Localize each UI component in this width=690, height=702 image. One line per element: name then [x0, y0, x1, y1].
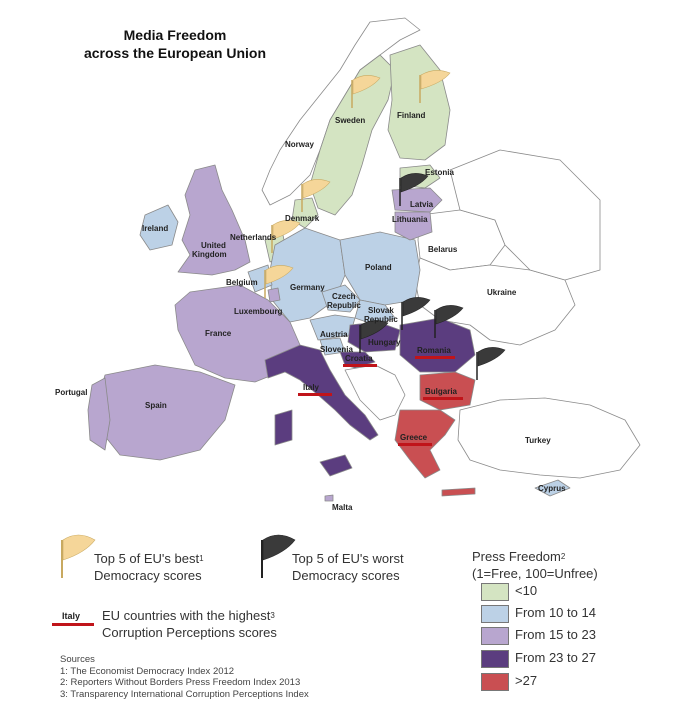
- legend-label-gt27: >27: [515, 673, 538, 688]
- map-romania: [400, 318, 475, 372]
- legend-swatch-23to27: [481, 650, 509, 668]
- map-sardinia: [275, 410, 292, 445]
- map-crete: [442, 488, 475, 496]
- legend-label-lt10: <10: [515, 583, 538, 598]
- label-slovenia: Slovenia: [320, 345, 353, 354]
- label-turkey: Turkey: [525, 436, 551, 445]
- map-title: [60, 26, 290, 62]
- legend-swatch-15to23: [481, 627, 509, 645]
- label-greece: Greece: [400, 433, 428, 442]
- legend-worst-flag-icon: [262, 535, 295, 578]
- label-lithuania: Lithuania: [392, 215, 428, 224]
- corruption-bar-italy: [298, 393, 332, 396]
- label-luxembourg: Luxembourg: [234, 307, 283, 316]
- label-hungary: Hungary: [368, 338, 401, 347]
- label-italy: Italy: [303, 383, 320, 392]
- label-france: France: [205, 329, 232, 338]
- label-ukraine: Ukraine: [487, 288, 517, 297]
- sources-block: [60, 654, 309, 700]
- source-item-3: 3: Transparency International Corruption Perceptions Index: [60, 688, 309, 700]
- label-slovak-1: Slovak: [368, 306, 394, 315]
- legend-press-ref: 2: [560, 552, 566, 561]
- label-netherlands: Netherlands: [230, 233, 277, 242]
- legend-corruption-ref: 3: [270, 611, 275, 620]
- corruption-bar-romania: [415, 356, 455, 359]
- legend-best-ref: 1: [199, 554, 204, 563]
- label-norway: Norway: [285, 140, 314, 149]
- legend-corruption: [102, 607, 277, 641]
- legend-press-subtitle: (1=Free, 100=Unfree): [472, 566, 598, 581]
- legend-swatch-10to14: [481, 605, 509, 623]
- label-estonia: Estonia: [425, 168, 454, 177]
- label-malta: Malta: [332, 503, 353, 512]
- source-item-1: 1: The Economist Democracy Index 2012: [60, 665, 235, 677]
- legend-label-23to27: From 23 to 27: [515, 650, 596, 665]
- map-luxembourg: [268, 288, 280, 302]
- legend-worst-line1: Top 5 of EU's worst: [292, 551, 404, 566]
- label-czech-2: Republic: [327, 301, 361, 310]
- label-belarus: Belarus: [428, 245, 458, 254]
- legend-corruption-line2: Corruption Perceptions scores: [102, 625, 277, 640]
- legend-worst: [292, 550, 404, 584]
- label-croatia: Croatia: [345, 354, 373, 363]
- map-malta: [325, 495, 333, 501]
- legend-best-line2: Democracy scores: [94, 568, 202, 583]
- label-finland: Finland: [397, 111, 426, 120]
- legend-label-15to23: From 15 to 23: [515, 627, 596, 642]
- title-line2: across the European Union: [83, 45, 267, 61]
- label-uk-line: United: [201, 241, 226, 250]
- legend-swatch-lt10: [481, 583, 509, 601]
- label-latvia: Latvia: [410, 200, 434, 209]
- label-cyprus: Cyprus: [538, 484, 566, 493]
- label-slovak-2: Republic: [364, 315, 398, 324]
- map-finland: [388, 45, 450, 160]
- legend-label-10to14: From 10 to 14: [515, 605, 596, 620]
- label-germany: Germany: [290, 283, 325, 292]
- map-sicily: [320, 455, 352, 476]
- legend-press-freedom: [472, 548, 598, 582]
- label-romania: Romania: [417, 346, 451, 355]
- label-sweden: Sweden: [335, 116, 366, 125]
- label-bulgaria: Bulgaria: [425, 387, 458, 396]
- label-spain: Spain: [145, 401, 167, 410]
- legend-best-flag-icon: [62, 535, 95, 578]
- legend-worst-line2: Democracy scores: [292, 568, 400, 583]
- label-belgium: Belgium: [226, 278, 258, 287]
- corruption-bar-croatia: [343, 364, 377, 367]
- corruption-bar-greece: [398, 443, 432, 446]
- sources-heading: Sources: [60, 654, 95, 665]
- worst-flag-bulgaria: [477, 347, 505, 380]
- source-item-2: 2: Reporters Without Borders Press Freedom Index 2013: [60, 677, 301, 688]
- label-portugal: Portugal: [55, 388, 88, 397]
- label-poland: Poland: [365, 263, 392, 272]
- title-line1: Media Freedom: [123, 27, 227, 43]
- legend-best: [94, 550, 204, 584]
- label-czech-1: Czech: [332, 292, 356, 301]
- legend-corruption-line1: EU countries with the highest: [102, 608, 271, 623]
- label-austria: Austria: [320, 330, 348, 339]
- map-spain: [98, 365, 235, 460]
- legend-corruption-example: Italy: [62, 611, 81, 621]
- corruption-bar-bulgaria: [423, 397, 463, 400]
- legend-swatch-gt27: [481, 673, 509, 691]
- legend-best-line1: Top 5 of EU's best: [94, 551, 200, 566]
- label-ireland: Ireland: [142, 224, 169, 233]
- legend-corruption-icon: [52, 611, 94, 626]
- legend-press-title: Press Freedom: [472, 549, 561, 564]
- label-uk-line2: Kingdom: [192, 250, 227, 259]
- label-denmark: Denmark: [285, 214, 320, 223]
